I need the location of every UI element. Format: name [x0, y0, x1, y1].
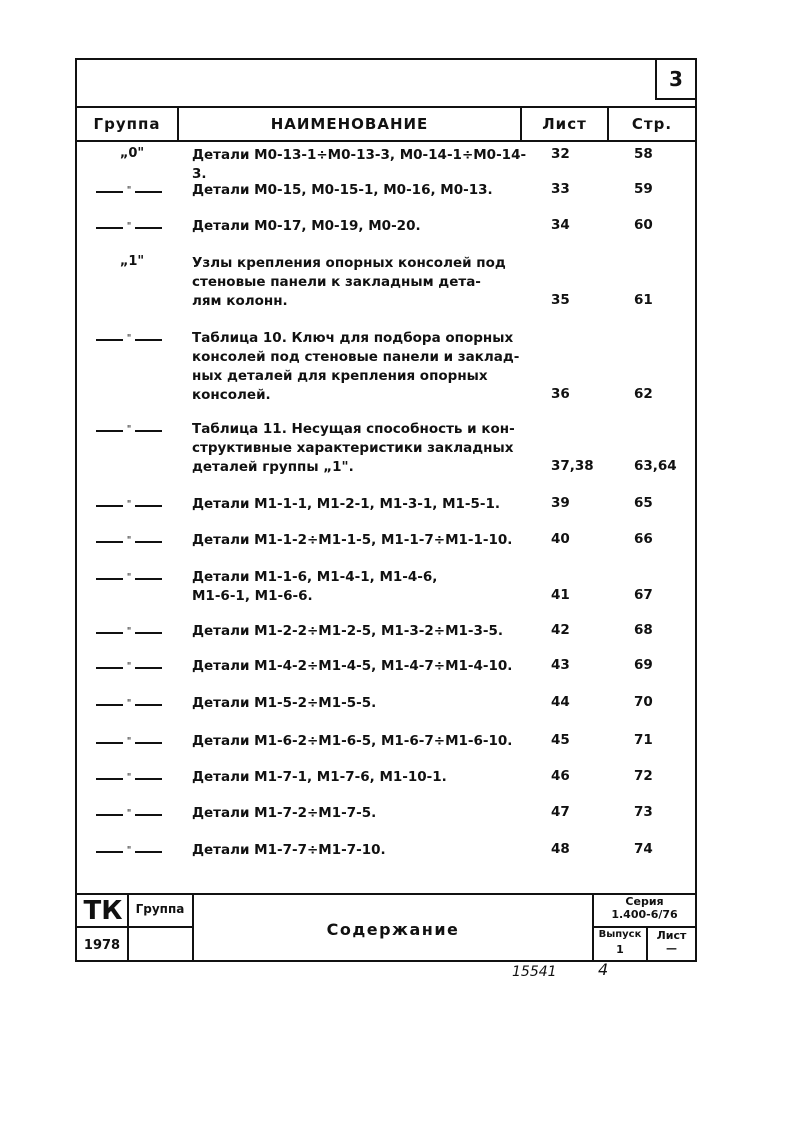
- ditto-mark: ": [123, 500, 135, 510]
- ditto-mark: ": [123, 662, 135, 672]
- row-page: 67: [634, 587, 653, 603]
- row-page: 59: [634, 181, 653, 197]
- title-block-right-mid-rule: [592, 926, 697, 928]
- title-block-sheet-value: —: [666, 942, 677, 955]
- ditto-mark: ": [123, 334, 135, 344]
- row-sheet: 44: [551, 694, 570, 710]
- issue-label: Выпуск: [598, 929, 642, 940]
- row-sheet: 45: [551, 732, 570, 748]
- row-page: 74: [634, 841, 653, 857]
- row-sheet: 47: [551, 804, 570, 820]
- row-name: Детали М1-1-1, М1-2-1, М1-3-1, М1-5-1.: [192, 496, 501, 512]
- ditto-mark: ": [123, 186, 135, 196]
- row-page: 58: [634, 146, 653, 162]
- page-number: 3: [655, 60, 695, 100]
- ditto-mark: ": [123, 425, 135, 435]
- row-sheet: 42: [551, 622, 570, 638]
- row-sheet: 32: [551, 146, 570, 162]
- ditto-mark: ": [123, 699, 135, 709]
- header-page: Стр.: [631, 115, 673, 133]
- title-block-group-label: Группа: [135, 902, 185, 916]
- row-name: Детали М0-13-1÷М0-13-3, М0-14-1÷М0-14-3.: [192, 147, 527, 182]
- row-page: 66: [634, 531, 653, 547]
- row-page: 63,64: [634, 458, 677, 474]
- footer-number: 15541: [512, 964, 557, 980]
- ditto-mark: ": [123, 773, 135, 783]
- row-name: Детали М1-7-7÷М1-7-10.: [192, 842, 386, 858]
- row-sheet: 48: [551, 841, 570, 857]
- row-page: 69: [634, 657, 653, 673]
- row-page: 73: [634, 804, 653, 820]
- row-page: 68: [634, 622, 653, 638]
- row-sheet: 36: [551, 386, 570, 402]
- row-group: „0": [119, 146, 145, 161]
- row-name: Детали М0-15, М0-15-1, М0-16, М0-13.: [192, 182, 493, 198]
- ditto-mark: ": [123, 846, 135, 856]
- footer-mark: 4: [598, 960, 609, 979]
- row-name: Детали М1-1-6, М1-4-1, М1-4-6, М1-6-1, М1-6-6.: [192, 569, 438, 604]
- ditto-mark: ": [123, 573, 135, 583]
- issue-value: 1: [616, 943, 624, 956]
- row-page: 71: [634, 732, 653, 748]
- row-sheet: 41: [551, 587, 570, 603]
- row-page: 61: [634, 292, 653, 308]
- row-sheet: 39: [551, 495, 570, 511]
- row-name: Детали М0-17, М0-19, М0-20.: [192, 218, 421, 234]
- row-name: Детали М1-5-2÷М1-5-5.: [192, 695, 377, 711]
- ditto-mark: ": [123, 809, 135, 819]
- row-page: 60: [634, 217, 653, 233]
- row-sheet: 34: [551, 217, 570, 233]
- document-title: Содержание: [326, 920, 460, 939]
- ditto-mark: ": [123, 536, 135, 546]
- row-name: Детали М1-7-1, М1-7-6, М1-10-1.: [192, 769, 447, 785]
- row-sheet: 37,38: [551, 458, 594, 474]
- row-page: 70: [634, 694, 653, 710]
- row-sheet: 35: [551, 292, 570, 308]
- row-page: 62: [634, 386, 653, 402]
- row-sheet: 33: [551, 181, 570, 197]
- year: 1978: [83, 938, 121, 953]
- series-label: Серия: [625, 895, 664, 908]
- header-top-rule: [75, 106, 697, 108]
- row-page: 72: [634, 768, 653, 784]
- row-name: Детали М1-7-2÷М1-7-5.: [192, 805, 377, 821]
- header-group: Группа: [93, 115, 161, 133]
- ditto-mark: ": [123, 627, 135, 637]
- header-name: НАИМЕНОВАНИЕ: [270, 115, 429, 133]
- header-sheet: Лист: [542, 115, 587, 133]
- row-page: 65: [634, 495, 653, 511]
- header-bottom-rule: [75, 140, 697, 142]
- row-sheet: 43: [551, 657, 570, 673]
- row-sheet: 40: [551, 531, 570, 547]
- tk-mark: ТК: [83, 896, 123, 926]
- ditto-mark: ": [123, 222, 135, 232]
- series-value: 1.400-6/76: [611, 908, 678, 921]
- row-name: Таблица 10. Ключ для подбора опорных консолей под стеновые панели и заклад- ных деталей для крепления опорных консолей.: [192, 330, 520, 403]
- row-group: „1": [119, 254, 145, 269]
- row-name: Детали М1-1-2÷М1-1-5, М1-1-7÷М1-1-10.: [192, 532, 513, 548]
- title-block-sheet-label: Лист: [656, 929, 687, 942]
- row-name: Узлы крепления опорных консолей под стеновые панели к закладным дета- лям колонн.: [192, 255, 506, 309]
- ditto-mark: ": [123, 737, 135, 747]
- row-sheet: 46: [551, 768, 570, 784]
- row-name: Детали М1-4-2÷М1-4-5, М1-4-7÷М1-4-10.: [192, 658, 513, 674]
- row-name: Таблица 11. Несущая способность и кон- структивные характеристики закладных деталей группы „1".: [192, 421, 515, 475]
- row-name: Детали М1-6-2÷М1-6-5, М1-6-7÷М1-6-10.: [192, 733, 513, 749]
- row-name: Детали М1-2-2÷М1-2-5, М1-3-2÷М1-3-5.: [192, 623, 504, 639]
- title-block-left-mid-rule: [75, 926, 192, 928]
